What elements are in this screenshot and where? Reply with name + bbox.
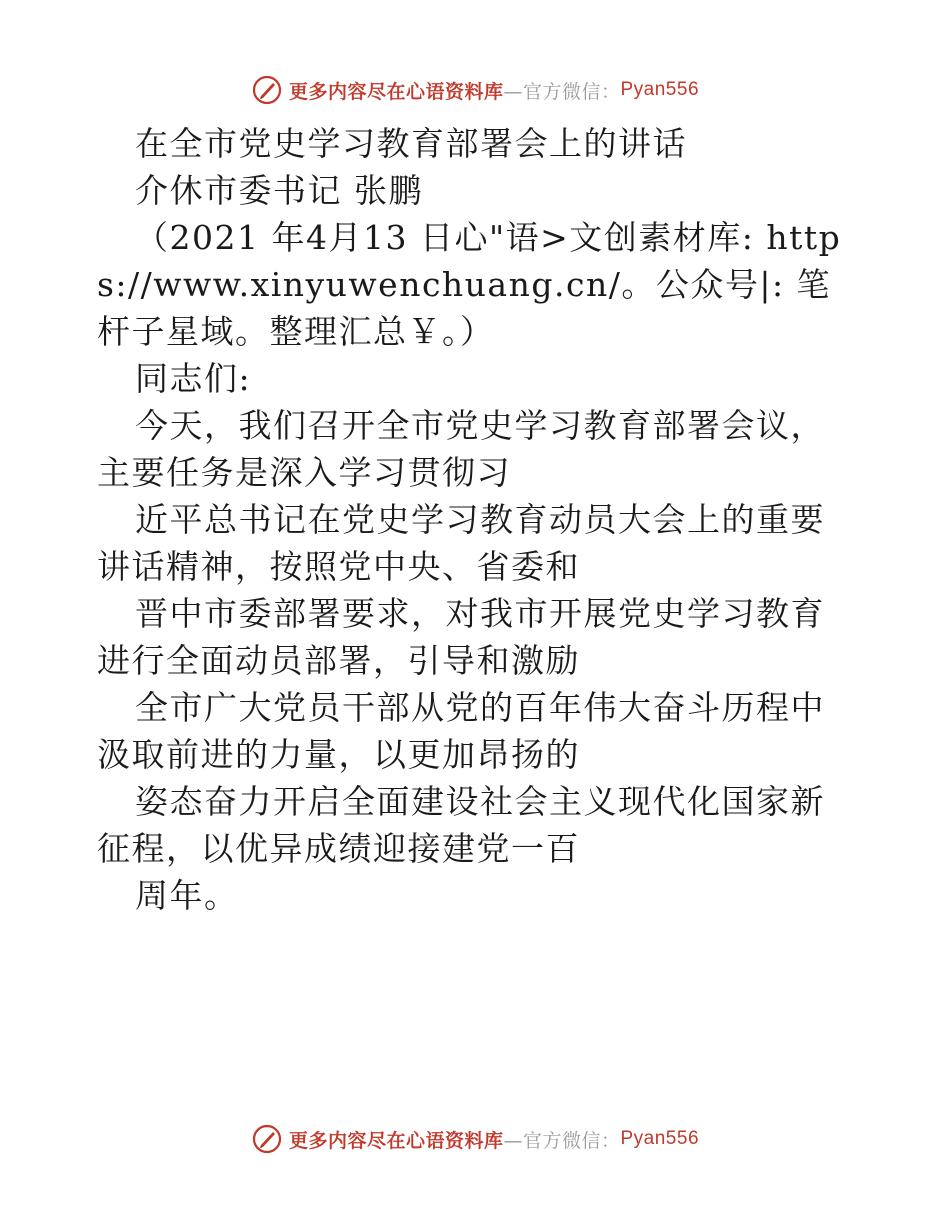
document-title: 在全市党史学习教育部署会上的讲话: [135, 124, 687, 163]
paragraph: 姿态奋力开启全面建设社会主义现代化国家新征程，以优异成绩迎接建党一百: [97, 782, 825, 868]
banner-separator-text: —官方微信：: [503, 80, 621, 103]
quill-logo-icon: [251, 74, 283, 106]
paragraph: 全市广大党员干部从党的百年伟大奋斗历程中汲取前进的力量，以更加昂扬的: [97, 688, 825, 774]
paragraph: 晋中市委部署要求，对我市开展党史学习教育进行全面动员部署，引导和激励: [97, 594, 825, 680]
banner-main-text: 更多内容尽在心语资料库: [288, 1129, 504, 1152]
banner-contact-id: Pyan556: [620, 1128, 700, 1149]
salutation: 同志们:: [135, 359, 252, 398]
document-author: 介休市委书记 张鹏: [135, 171, 423, 210]
banner-contact-id: Pyan556: [620, 79, 700, 100]
paragraph: 今天，我们召开全市党史学习教育部署会议，主要任务是深入学习贯彻习: [97, 406, 825, 492]
banner-separator-text: —官方微信：: [503, 1129, 621, 1152]
paragraph: 周年。: [135, 876, 239, 915]
document-body: [97, 120, 857, 919]
footer-banner: [0, 1119, 950, 1159]
document-note: （2021 年4月13 日心"语>文创素材库: https://www.xinyuwenchuang.cn/。公众号|: 笔杆子星域。整理汇总￥。）: [97, 218, 842, 351]
header-banner: [0, 70, 950, 110]
quill-logo-icon: [251, 1123, 283, 1155]
banner-main-text: 更多内容尽在心语资料库: [288, 80, 504, 103]
paragraph: 近平总书记在党史学习教育动员大会上的重要讲话精神，按照党中央、省委和: [97, 500, 825, 586]
